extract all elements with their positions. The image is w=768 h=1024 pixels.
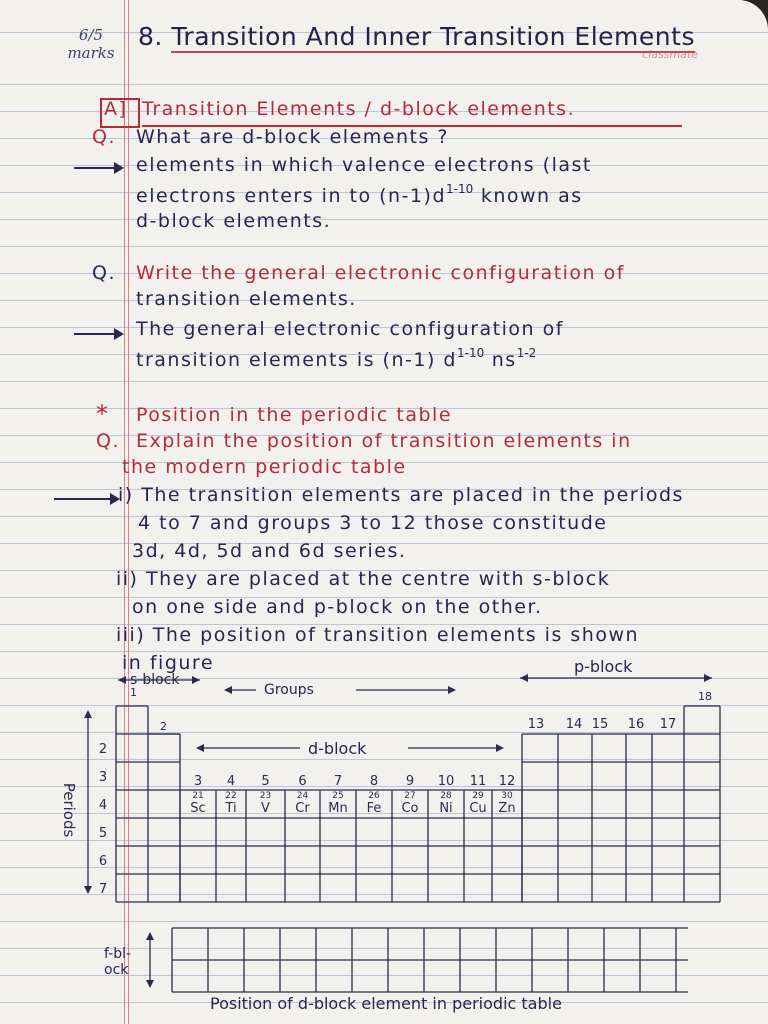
question-3-line-2: the modern periodic table [122,456,407,478]
answer-2-line-1: The general electronic configuration of [136,318,564,340]
p-group-number-16: 16 [627,717,645,732]
answer-2-superscript-2: 1-2 [516,346,537,360]
answer-1-text-a: electrons enters in to (n-1)d [136,185,447,207]
element-symbol-Co: Co [401,801,419,816]
question-marker-2: Q. [92,262,116,284]
atomic-number-25: 25 [332,791,344,801]
d-block-arrow-right-head [496,744,504,752]
figure-caption: Position of d-block element in periodic table [210,994,562,1013]
groups-arrow-left-head [224,686,232,694]
p-group-number-15: 15 [591,717,609,732]
chapter-number: 8. [138,22,163,51]
atomic-number-26: 26 [368,791,380,801]
d-group-number-11: 11 [469,774,487,789]
d-group-number-8: 8 [369,774,379,789]
period-number-3: 3 [98,770,108,785]
question-2-line-2: transition elements. [136,288,357,310]
question-marker-3: Q. [96,430,120,452]
section-label: A] [104,98,128,120]
atomic-number-27: 27 [404,791,416,801]
point-1-line-3: 3d, 4d, 5d and 6d series. [132,540,407,562]
p-block-arrow-right [704,674,712,682]
brand-watermark: classmate [642,48,698,61]
d-block-label: d-block [308,739,367,758]
f-block-bracket-up [146,932,154,940]
answer-2-text-mid: ns [491,349,517,371]
period-number-4: 4 [98,798,108,813]
marks-label: 6/5 marks [67,26,115,62]
point-2-line-1: ii) They are placed at the centre with s-block [116,568,611,590]
question-marker-1: Q. [92,126,116,148]
answer-1-line-1: elements in which valence electrons (last [136,154,592,176]
question-2-line-1: Write the general electronic configuration of [136,262,625,284]
s-block-arrow-right [192,676,200,684]
period-number-5: 5 [98,826,108,841]
position-heading: Position in the periodic table [136,404,453,426]
atomic-number-24: 24 [296,791,309,801]
period-number-6: 6 [98,854,108,869]
atomic-number-28: 28 [440,791,452,801]
point-1-line-1: i) The transition elements are placed in the periods [118,484,684,506]
element-symbol-V: V [261,801,270,816]
period-number-2: 2 [98,742,108,757]
d-group-number-4: 4 [226,774,236,789]
atomic-number-29: 29 [472,791,484,801]
point-3-line-2: in figure [122,652,215,674]
periods-arrow-down [84,886,92,894]
f-block-label: f-bl-ock [104,946,132,978]
element-symbol-Zn: Zn [498,801,516,816]
periods-label: Periods [60,782,78,838]
d-group-number-12: 12 [498,774,516,789]
d-group-number-6: 6 [298,774,307,789]
f-block-bracket-down [146,980,154,988]
groups-arrow-right-head [448,686,456,694]
point-3-line-1: iii) The position of transition elements is shown [116,624,640,646]
s-block-arrow-left [118,676,126,684]
answer-2-text-a: transition elements is (n-1) d [136,349,457,371]
element-symbol-Cu: Cu [469,801,487,816]
element-symbol-Mn: Mn [328,801,348,816]
d-group-number-5: 5 [261,774,270,789]
element-symbol-Cr: Cr [295,801,310,816]
p-block-arrow-left [520,674,528,682]
d-group-number-7: 7 [333,774,343,789]
p-group-number-14: 14 [565,717,583,732]
element-symbol-Ni: Ni [439,801,453,816]
groups-label: Groups [264,682,314,698]
d-group-number-9: 9 [405,774,415,789]
element-symbol-Ti: Ti [225,801,237,816]
d-group-number-10: 10 [437,774,455,789]
chapter-title: Transition And Inner Transition Elements [171,22,695,51]
d-block-arrow-left-head [196,744,204,752]
answer-2-superscript-1: 1-10 [456,346,485,360]
answer-1-superscript: 1-10 [446,182,474,196]
point-1-line-2: 4 to 7 and groups 3 to 12 those constitude [138,512,608,534]
p-group-number-17: 17 [659,717,677,732]
answer-1-line-3: d-block elements. [136,210,332,232]
element-symbol-Sc: Sc [190,801,206,816]
period-number-7: 7 [98,882,108,897]
p-group-number-13: 13 [527,717,545,732]
star-marker: * [96,400,110,428]
group-2-label: 2 [160,720,167,733]
answer-1-text-b: known as [480,185,583,207]
atomic-number-23: 23 [259,791,272,801]
atomic-number-22: 22 [225,791,237,801]
element-symbol-Fe: Fe [366,801,382,816]
atomic-number-30: 30 [501,791,513,801]
question-3-line-1: Explain the position of transition elements in [136,430,632,452]
group-18-label: 18 [698,690,712,703]
question-1: What are d-block elements ? [136,126,449,148]
point-2-line-2: on one side and p-block on the other. [132,596,543,618]
s-block-label: s-block [130,672,180,688]
section-heading: Transition Elements / d-block elements. [142,98,576,120]
atomic-number-21: 21 [192,791,204,801]
periods-arrow-up [84,710,92,718]
group-1-label: 1 [130,686,137,699]
p-block-label: p-block [574,657,633,676]
d-group-number-3: 3 [193,774,203,789]
